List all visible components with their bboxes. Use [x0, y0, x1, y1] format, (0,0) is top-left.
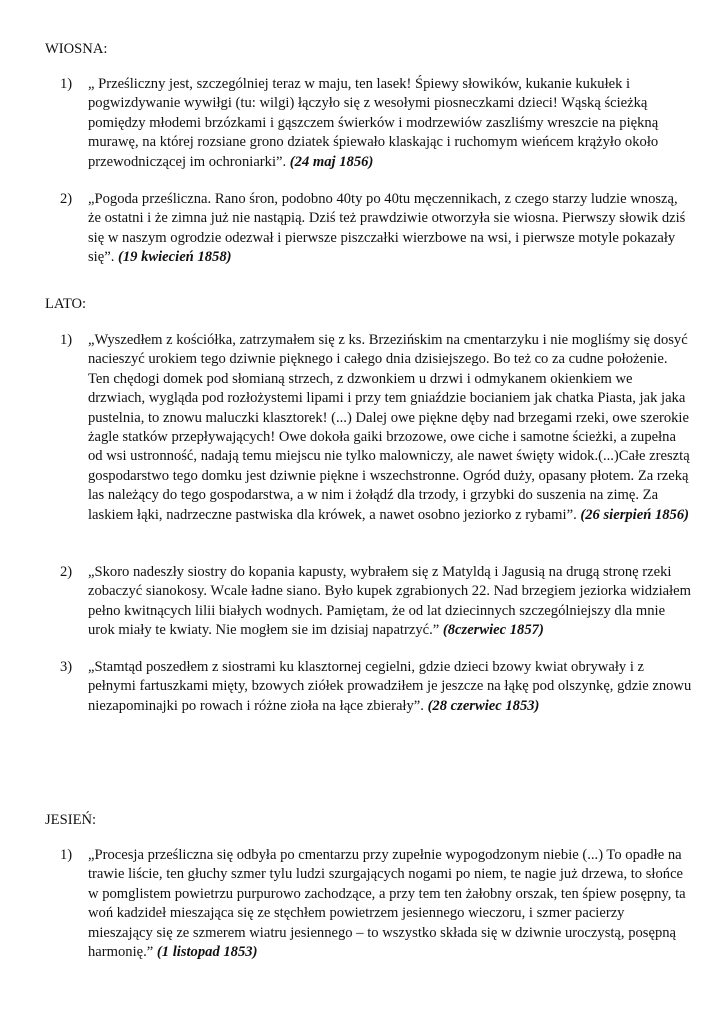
- section-heading-jesien: JESIEŃ:: [45, 812, 97, 828]
- entry-text-container: [88, 846, 692, 962]
- entry-wiosna-1: [60, 75, 692, 172]
- entry-number: 1): [60, 847, 73, 863]
- entry-text-container: [88, 563, 692, 641]
- entry-number: 3): [60, 659, 73, 675]
- entry-date: (26 sierpień 1856): [580, 506, 690, 523]
- entry-date: (8czerwiec 1857): [442, 622, 544, 639]
- entry-wiosna-2: [60, 190, 692, 268]
- entry-text-container: [88, 190, 692, 268]
- entry-text: „ Prześliczny jest, szczególniej teraz w maju, ten lasek! Śpiewy słowików, kukanie kukułek i pogwizdywanie wywiłgi (tu: wilgi) łączyło się z wesołymi piosneczkami dzieci! Wąską ścieżką pomiędzy młodemi brzózkami i gąszczem świerków i modrzewiów zaszliśmy wreszcie na piękną murawę, na której rozsiane grono dziatek śpiewało klaskając i ruchomym wieńcem krążyło około przewodniczącej im ochroniarki”.: [88, 76, 659, 170]
- entry-text: „Stamtąd poszedłem z siostrami ku klasztornej cegielni, gdzie dzieci bzowy kwiat obrywały i z pełnymi fartuszkami mięty, bzowych ziółek prowadziłem je jeszcze na łąkę pod olszynkę, gdzie znowu niezapominajki po rowach i różne zioła na łące zbierały”.: [88, 659, 692, 714]
- entry-lato-3: [60, 658, 692, 716]
- entry-date: (28 czerwiec 1853): [427, 697, 540, 714]
- entry-text-container: [88, 658, 692, 716]
- entry-number: 2): [60, 564, 73, 580]
- entry-text-container: [88, 331, 692, 525]
- entry-lato-1: [60, 331, 692, 525]
- entry-text: „Procesja prześliczna się odbyła po cmentarzu przy zupełnie wypogodzonym niebie (...) To opadłe na trawie liście, ten głuchy szmer tylu ludzi szurgających nogami po niem, te nagie już drzewa, to słońce w pomglistem powietrzu purpurowo zachodzące, a przy tem ten żałobny orszak, ten śpiew posępny, ta woń kadzideł mieszająca się ze stęchłem powietrzem jesiennego wieczoru, i szmer pacierzy mieszający się ze szmerem wiatru jesiennego – to wszystko składa się w dziwnie uroczystą, posępną harmonię.”: [88, 847, 686, 961]
- entry-jesien-1: [60, 846, 692, 962]
- entry-text: „Wyszedłem z kościółka, zatrzymałem się z ks. Brzezińskim na cmentarzyku i nie mogliśmy się dosyć nacieszyć urokiem tego dziwnie pięknego i całego dnia dzisiejszego. Bo też co za cudne położenie. Ten chędogi domek pod słomianą strzech, z dzwonkiem u drzwi i odmykanem okienkiem we drzwiach, wygląda pod rozłożystemi lipami i przy tem gniaździe bocianiem jak chatka Piasta, jak jaka pustelnia, to znowu maluczki klasztorek! (...) Dalej owe piękne dęby nad brzegami rzeki, owe szerokie żagle statków przepływających! Owe dokoła gaiki brzozowe, owe ciche i samotne ścieżki, a zupełna od wsi ustronność, nadają temu miejscu nie tylko malowniczy, ale nawet święty widok.(...)Całe zresztą gospodarstwo tego domku jest dziwnie piękne i wszechstronne. Ogród duży, opasany płotem. Za rzeką las należący do tego gospodarstwa, a w nim i żołądź dla trzody, i grzybki do suszenia na zimę. Za laskiem łąki, nadrzeczne pastwiska dla krówek, a nawet osobno jeziorko z rybami”.: [88, 332, 690, 523]
- entry-date: (19 kwiecień 1858): [118, 249, 232, 266]
- section-heading-wiosna: WIOSNA:: [45, 41, 108, 57]
- entry-number: 1): [60, 76, 73, 92]
- entry-text: „Pogoda prześliczna. Rano śron, podobno 40ty po 40tu męczennikach, z czego starzy ludzie wnoszą, że ostatni i że zimna już nie nastąpią. Dziś też prawdziwie otworzyła sie wiosna. Pierwszy słowik dziś się w naszym ogrodzie odezwał i pierwsze piszczałki wierzbowe na wsi, i pierwsze motyle pokazały się”.: [88, 191, 686, 266]
- entry-number: 2): [60, 191, 73, 207]
- entry-lato-2: [60, 563, 692, 641]
- entry-number: 1): [60, 332, 73, 348]
- entry-text-container: [88, 75, 692, 172]
- entry-date: (1 listopad 1853): [156, 944, 258, 961]
- entry-text: „Skoro nadeszły siostry do kopania kapusty, wybrałem się z Matyldą i Jagusią na drugą stronę rzeki zobaczyć sianokosy. Wcale ładne siano. Było kupek zgrabionych 22. Nad brzegiem jeziorka widziałem pełno kwitnących lilii białych wodnych. Pamiętam, że od lat dziecinnych szczególniejszy dla mnie urok miały te kwiaty. Nie mogłem sie im dzisiaj napatrzyć.”: [88, 564, 691, 639]
- entry-date: (24 maj 1856): [289, 153, 374, 170]
- section-heading-lato: LATO:: [45, 296, 87, 312]
